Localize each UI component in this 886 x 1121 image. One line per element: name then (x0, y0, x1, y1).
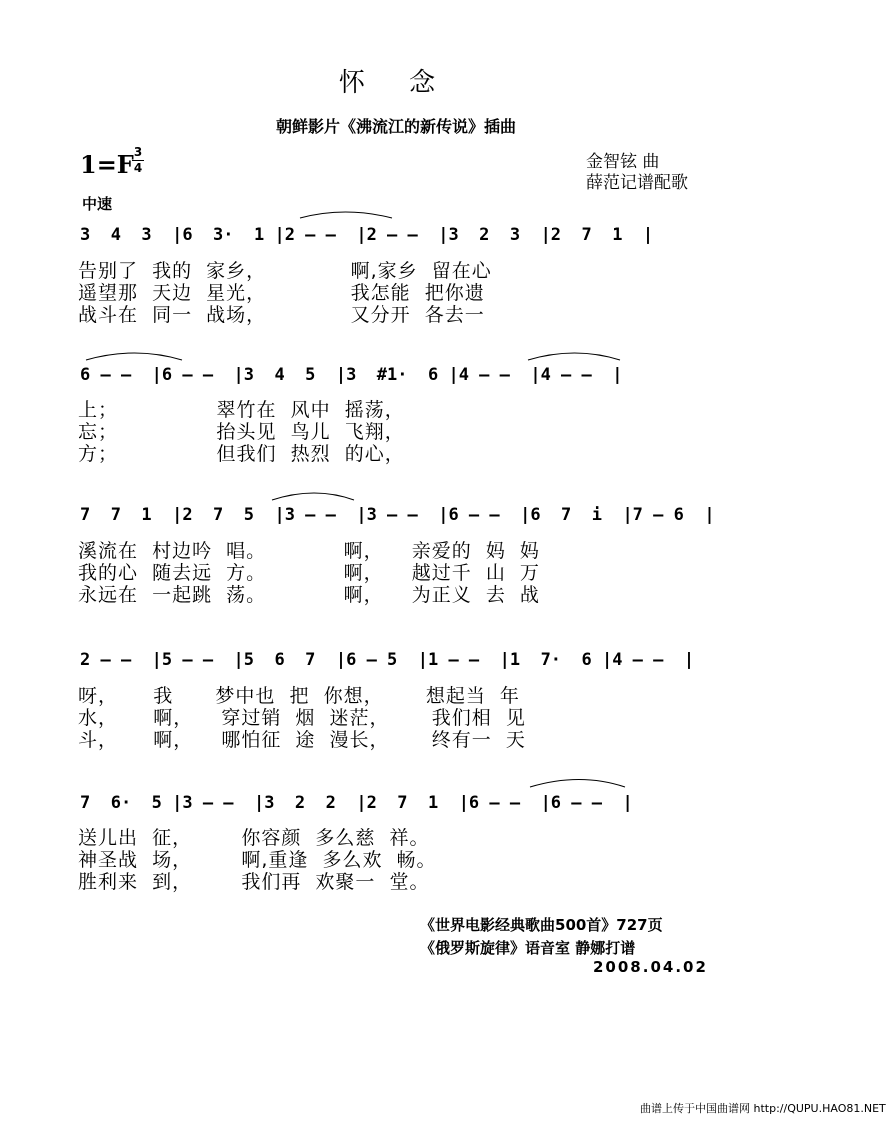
lyric-line-2-verse-2: 忘； 抬头见 鸟儿 飞翔， (78, 421, 405, 443)
source-credit-2: 《俄罗斯旋律》语音室 静娜打谱 (420, 939, 636, 957)
staff-line-3 (78, 493, 715, 606)
song-subtitle: 朝鲜影片《沸流江的新传说》插曲 (275, 117, 516, 136)
staff-line-4 (78, 650, 694, 751)
source-credit-1: 《世界电影经典歌曲500首》727页 (420, 916, 663, 934)
lyric-line-4-verse-2: 水， 啊， 穿过销 烟 迷茫， 我们相 见 (78, 707, 526, 729)
arranger-credit: 薛范记谱配歌 (586, 173, 688, 193)
notes-line-3: 7 7 1 |2 7 5 |3 — — |3 — — |6 — — |6 7 i |7 — 6 | (80, 505, 715, 525)
tie-arc (272, 493, 354, 500)
site-watermark: 曲谱上传于中国曲谱网 http://QUPU.HAO81.NET (640, 1102, 886, 1115)
lyric-line-5-verse-3: 胜利来 到， 我们再 欢聚一 堂。 (78, 871, 430, 893)
meter-bottom: 4 (133, 161, 143, 175)
composer-credit: 金智铉 曲 (586, 152, 660, 172)
song-title: 怀 念 (338, 68, 454, 98)
key-signature: 1=F (80, 150, 134, 179)
lyric-line-1-verse-2: 遥望那 天边 星光， 我怎能 把你遗 (78, 282, 485, 304)
lyric-line-2-verse-3: 方； 但我们 热烈 的心， (78, 443, 405, 465)
staff-line-1 (78, 212, 653, 326)
transcription-date: 2008.04.02 (593, 958, 708, 976)
lyric-line-3-verse-1: 溪流在 村边吟 唱。 啊， 亲爱的 妈 妈 (78, 540, 540, 562)
lyric-line-1-verse-1: 告别了 我的 家乡， 啊,家乡 留在心 (78, 260, 492, 282)
tie-arc (530, 780, 625, 788)
staff-line-2 (78, 353, 622, 465)
notes-line-1: 3 4 3 |6 3· 1 |2 — — |2 — — |3 2 3 |2 7 1 | (80, 225, 654, 245)
tie-arc (86, 353, 182, 360)
notes-line-4: 2 — — |5 — — |5 6 7 |6 — 5 |1 — — |1 7· 6 |4 — — | (80, 650, 695, 670)
lyric-line-5-verse-2: 神圣战 场， 啊,重逢 多么欢 畅。 (78, 849, 437, 871)
lyric-line-3-verse-3: 永远在 一起跳 荡。 啊， 为正义 去 战 (78, 584, 540, 606)
lyric-line-3-verse-2: 我的心 随去远 方。 啊， 越过千 山 万 (78, 562, 540, 584)
notes-line-5: 7 6· 5 |3 — — |3 2 2 |2 7 1 |6 — — |6 — — | (80, 793, 633, 813)
tie-arc (300, 212, 392, 218)
meter-top: 3 (133, 145, 143, 159)
tempo-marking: 中速 (82, 195, 113, 213)
lyric-line-4-verse-3: 斗， 啊， 哪怕征 途 漫长， 终有一 天 (78, 729, 526, 751)
lyric-line-1-verse-3: 战斗在 同一 战场， 又分开 各去一 (78, 304, 485, 326)
tie-arc (528, 353, 620, 360)
notes-line-2: 6 — — |6 — — |3 4 5 |3 #1· 6 |4 — — |4 — — | (80, 365, 623, 385)
lyric-line-2-verse-1: 上； 翠竹在 风中 摇荡， (78, 399, 405, 421)
lyric-line-5-verse-1: 送儿出 征， 你容颜 多么慈 祥。 (78, 827, 430, 849)
staff-line-5 (78, 780, 633, 894)
lyric-line-4-verse-1: 呀， 我 梦中也 把 你想， 想起当 年 (78, 685, 520, 707)
